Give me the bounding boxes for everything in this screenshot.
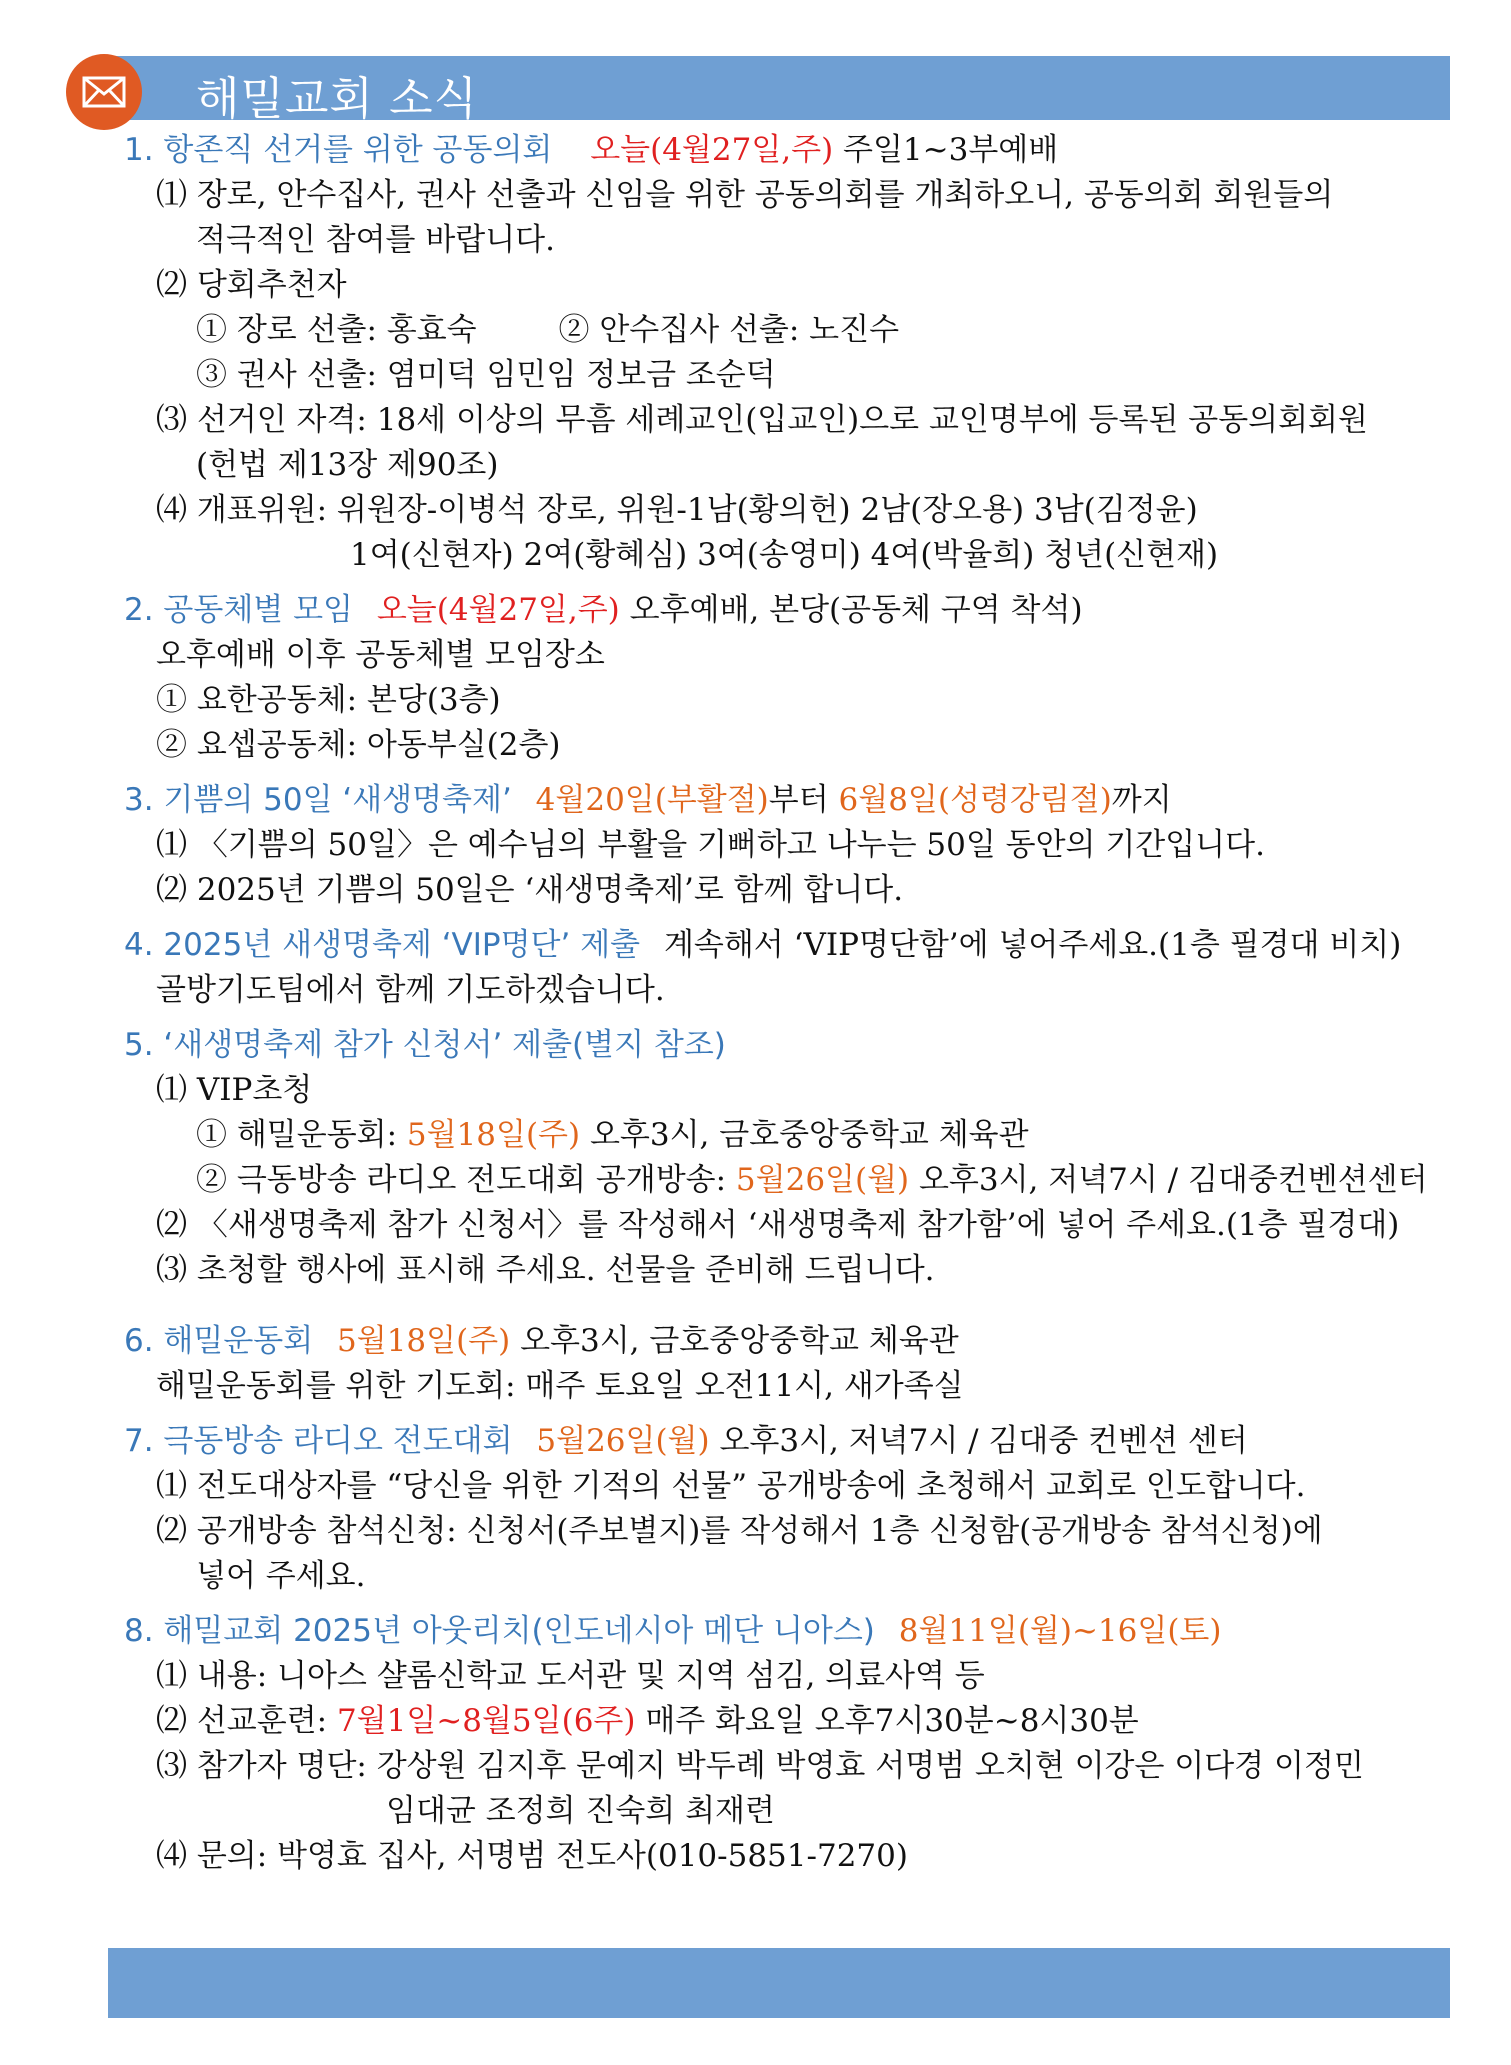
header-bar [108, 56, 1450, 125]
item-text: 해밀운동회를 위한 기도회: 매주 토요일 오전11시, 새가족실 [156, 1368, 964, 1404]
section-4 [124, 923, 1454, 1013]
item-text: ⑶ 초청할 행사에 표시해 주세요. 선물을 준비해 드립니다. [156, 1252, 935, 1288]
item-text: ⑵ 2025년 기쁨의 50일은 ‘새생명축제’로 함께 합니다. [156, 872, 904, 908]
item-text: 오후3시, 저녁7시 / 김대중컨벤션센터 [918, 1162, 1428, 1198]
section-2 [124, 588, 1454, 768]
item-text: ⑶ 참가자 명단: 강상원 김지후 문예지 박두례 박영효 서명범 오치현 이강은 이다경 이정민 [156, 1748, 1364, 1784]
section-3 [124, 778, 1454, 913]
section-date: 8월11일(월)~16일(토) [898, 1613, 1222, 1649]
section-time: 주일1~3부예배 [843, 132, 1059, 168]
section-5 [124, 1023, 1454, 1293]
section-1 [124, 128, 1454, 578]
item-date: 5월26일(월) [735, 1162, 910, 1198]
item-text: 적극적인 참여를 바랍니다. [196, 222, 555, 258]
item-text: ① 요한공동체: 본당(3층) [156, 682, 501, 718]
item-text: ② 요셉공동체: 아동부실(2층) [156, 727, 561, 763]
section-time: 오후3시, 저녁7시 / 김대중 컨벤션 센터 [719, 1423, 1248, 1459]
section-title: 3. 기쁨의 50일 ‘새생명축제’ [124, 782, 512, 818]
item-text: ⑷ 개표위원: 위원장-이병석 장로, 위원-1남(황의헌) 2남(장오용) 3남(김정윤) [156, 492, 1198, 528]
section-date: 6월8일(성령강림절) [838, 782, 1112, 818]
section-date: 오늘(4월27일,주) [376, 592, 620, 628]
page-title: 해밀교회 소식 [196, 72, 479, 125]
section-title: 4. 2025년 새생명축제 ‘VIP명단’ 제출 [124, 927, 641, 963]
item-text: ⑵ 〈새생명축제 참가 신청서〉를 작성해서 ‘새생명축제 참가함’에 넣어 주세요.(1층 필경대) [156, 1207, 1400, 1243]
item-text: ⑷ 문의: 박영효 집사, 서명범 전도사(010-5851-7270) [156, 1838, 908, 1874]
item-text: ② 극동방송 라디오 전도대회 공개방송: [196, 1162, 727, 1198]
mail-icon [66, 54, 142, 130]
section-8 [124, 1609, 1454, 1879]
section-text: 계속해서 ‘VIP명단함’에 넣어주세요.(1층 필경대 비치) [663, 927, 1402, 963]
item-text: ① 장로 선출: 홍효숙 [196, 312, 477, 348]
item-text: ⑵ 당회추천자 [156, 267, 347, 303]
item-text: ② 안수집사 선출: 노진수 [558, 312, 900, 348]
section-date: 4월20일(부활절) [535, 782, 769, 818]
section-title: 2. 공동체별 모임 [124, 592, 353, 628]
item-text: ⑴ 내용: 니아스 샬롬신학교 도서관 및 지역 섬김, 의료사역 등 [156, 1658, 985, 1694]
item-text: 오후3시, 금호중앙중학교 체육관 [589, 1117, 1029, 1153]
section-title: 5. ‘새생명축제 참가 신청서’ 제출(별지 참조) [124, 1027, 726, 1063]
news-content [124, 128, 1454, 1879]
item-text: (헌법 제13장 제90조) [196, 447, 499, 483]
section-text: 부터 [768, 782, 829, 818]
item-text: 매주 화요일 오후7시30분~8시30분 [645, 1703, 1139, 1739]
item-date: 5월18일(주) [406, 1117, 581, 1153]
item-text: 1여(신현자) 2여(황혜심) 3여(송영미) 4여(박율희) 청년(신현재) [350, 537, 1219, 573]
item-text: 넣어 주세요. [196, 1558, 366, 1594]
section-6 [124, 1319, 1454, 1409]
section-date: 5월18일(주) [337, 1323, 511, 1359]
item-date: 7월1일~8월5일(6주) [336, 1703, 636, 1739]
section-title: 1. 항존직 선거를 위한 공동의회 [124, 132, 553, 168]
item-text: 임대균 조정희 진숙희 최재련 [386, 1793, 775, 1829]
section-time: 오후예배, 본당(공동체 구역 착석) [629, 592, 1083, 628]
item-text: ⑴ 장로, 안수집사, 권사 선출과 신임을 위한 공동의회를 개최하오니, 공동의회 회원들의 [156, 177, 1334, 213]
section-title: 8. 해밀교회 2025년 아웃리치(인도네시아 메단 니아스) [124, 1613, 875, 1649]
item-text: 오후예배 이후 공동체별 모임장소 [156, 637, 605, 673]
section-date: 5월26일(월) [536, 1423, 710, 1459]
item-text: ③ 권사 선출: 염미덕 임민임 정보금 조순덕 [196, 357, 776, 393]
item-text: ⑶ 선거인 자격: 18세 이상의 무흠 세례교인(입교인)으로 교인명부에 등록된 공동의회회원 [156, 402, 1368, 438]
item-text: ⑴ 전도대상자를 “당신을 위한 기적의 선물” 공개방송에 초청해서 교회로 인도합니다. [156, 1468, 1306, 1504]
item-text: ⑴ 〈기쁨의 50일〉은 예수님의 부활을 기뻐하고 나누는 50일 동안의 기간입니다. [156, 827, 1265, 863]
item-text: 골방기도팀에서 함께 기도하겠습니다. [156, 972, 665, 1008]
item-text: ⑵ 공개방송 참석신청: 신청서(주보별지)를 작성해서 1층 신청함(공개방송 참석신청)에 [156, 1513, 1323, 1549]
footer-bar [108, 1948, 1450, 2018]
section-time: 오후3시, 금호중앙중학교 체육관 [520, 1323, 959, 1359]
section-title: 6. 해밀운동회 [124, 1323, 314, 1359]
item-text: ⑴ VIP초청 [156, 1072, 313, 1108]
item-text: ① 해밀운동회: [196, 1117, 398, 1153]
section-date: 오늘(4월27일,주) [590, 132, 834, 168]
section-title: 7. 극동방송 라디오 전도대회 [124, 1423, 513, 1459]
item-text: ⑵ 선교훈련: [156, 1703, 328, 1739]
section-7 [124, 1419, 1454, 1599]
section-text: 까지 [1111, 782, 1172, 818]
